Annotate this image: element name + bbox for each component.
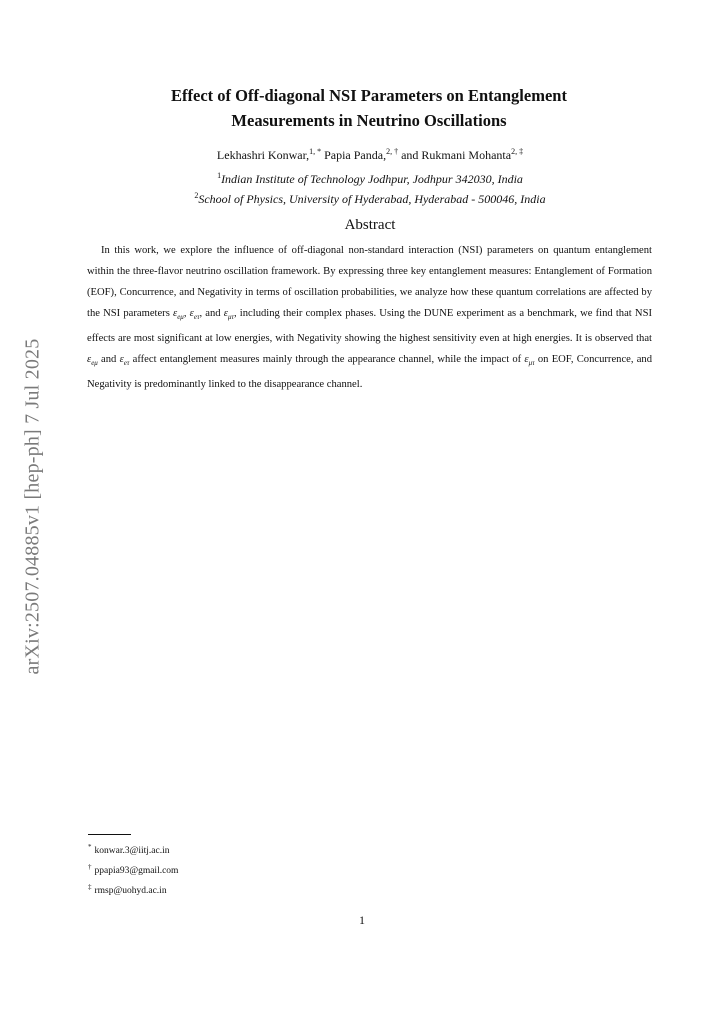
footnote-email: rmsp@uohyd.ac.in — [94, 886, 167, 897]
nsi-parameter-emu — [87, 354, 98, 368]
affiliation-number: 2 — [194, 191, 199, 200]
affiliation-text: School of Physics, University of Hyderabad, Hyderabad - 500046, India — [198, 192, 546, 206]
separator: and — [97, 354, 120, 366]
affiliation-number: 1 — [217, 171, 222, 180]
title-line-2: Measurements in Neutrino Oscillations — [231, 111, 507, 130]
author-name: Lekhashri Konwar, — [216, 148, 310, 162]
paper-title — [110, 83, 628, 133]
abstract-text: In this work, we explore the influence of off-diagonal non-standard interaction (NSI) parameters on quantum entanglement within the three-flavor neutrino oscillation framework. By expressing three key entanglement measures: Entanglement of Formation (EOF), Concurrence, and Negativity in terms of oscillation probabilities, we analyze how these quantum correlations are affected by the NSI parameters — [87, 245, 652, 319]
abstract-text: on EOF, Concurrence, and Negativity is predominantly linked to the disappearance channel. — [87, 354, 653, 391]
nsi-parameter-mutau — [223, 308, 234, 322]
footnote-email: ppapia93@gmail.com — [94, 866, 179, 877]
affiliation-text: Indian Institute of Technology Jodhpur, Jodhpur 342030, India — [221, 172, 523, 186]
author-marks: 2, ‡ — [511, 147, 524, 156]
epsilon-symbol: ε — [524, 354, 529, 366]
page-number: 1 — [359, 913, 365, 927]
epsilon-symbol: ε — [173, 308, 178, 319]
abstract-text: affect entanglement measures mainly through the appearance channel, while the impact of — [129, 354, 525, 366]
separator: , — [183, 308, 190, 319]
nsi-parameter-etau — [119, 354, 130, 368]
epsilon-symbol: ε — [87, 354, 92, 366]
footnote-email: konwar.3@iitj.ac.in — [94, 846, 170, 857]
title-line-1: Effect of Off-diagonal NSI Parameters on Entanglement — [171, 86, 567, 105]
parameter-subscript: μτ — [528, 359, 535, 368]
nsi-parameter-etau — [189, 308, 200, 322]
nsi-parameter-mutau — [524, 354, 535, 368]
epsilon-symbol: ε — [223, 308, 228, 319]
footnote-item — [88, 839, 388, 859]
parameter-subscript: eμ — [177, 313, 184, 322]
author-list — [90, 147, 650, 163]
separator: , and — [199, 308, 224, 319]
parameter-subscript: μτ — [227, 313, 234, 322]
footnote-item — [88, 879, 388, 899]
abstract-paragraph — [87, 240, 652, 395]
arxiv-identifier-text: arXiv:2507.04885v1 [hep-ph] 7 Jul 2025 — [21, 338, 44, 674]
nsi-parameter-emu — [173, 308, 184, 322]
arxiv-identifier-stamp — [22, 296, 44, 716]
epsilon-symbol: ε — [119, 354, 124, 366]
footnote-mark: † — [88, 863, 92, 872]
author-name: Papia Panda, — [324, 148, 387, 162]
author-marks: 1, * — [309, 147, 322, 156]
author-name: and Rukmani Mohanta — [401, 148, 512, 162]
parameter-subscript: eτ — [123, 359, 130, 368]
footnote-mark: ‡ — [88, 883, 92, 892]
abstract-body — [87, 240, 652, 395]
epsilon-symbol: ε — [189, 308, 194, 319]
parameter-subscript: eμ — [91, 359, 98, 368]
abstract-heading: Abstract — [344, 217, 396, 233]
abstract-text: , including their complex phases. Using the DUNE experiment as a benchmark, we find that NSI effects are most significant at low energies, with Negativity showing the highest sensitivity even at high energies. It is observed that — [87, 308, 652, 345]
footnote-mark: * — [88, 843, 92, 851]
author-marks: 2, † — [386, 147, 399, 156]
parameter-subscript: eτ — [193, 313, 200, 322]
affiliation-2 — [90, 191, 650, 207]
affiliation-1 — [90, 171, 650, 187]
footnote-rule — [88, 834, 131, 835]
footnote-item — [88, 859, 388, 879]
footnotes — [88, 839, 388, 899]
